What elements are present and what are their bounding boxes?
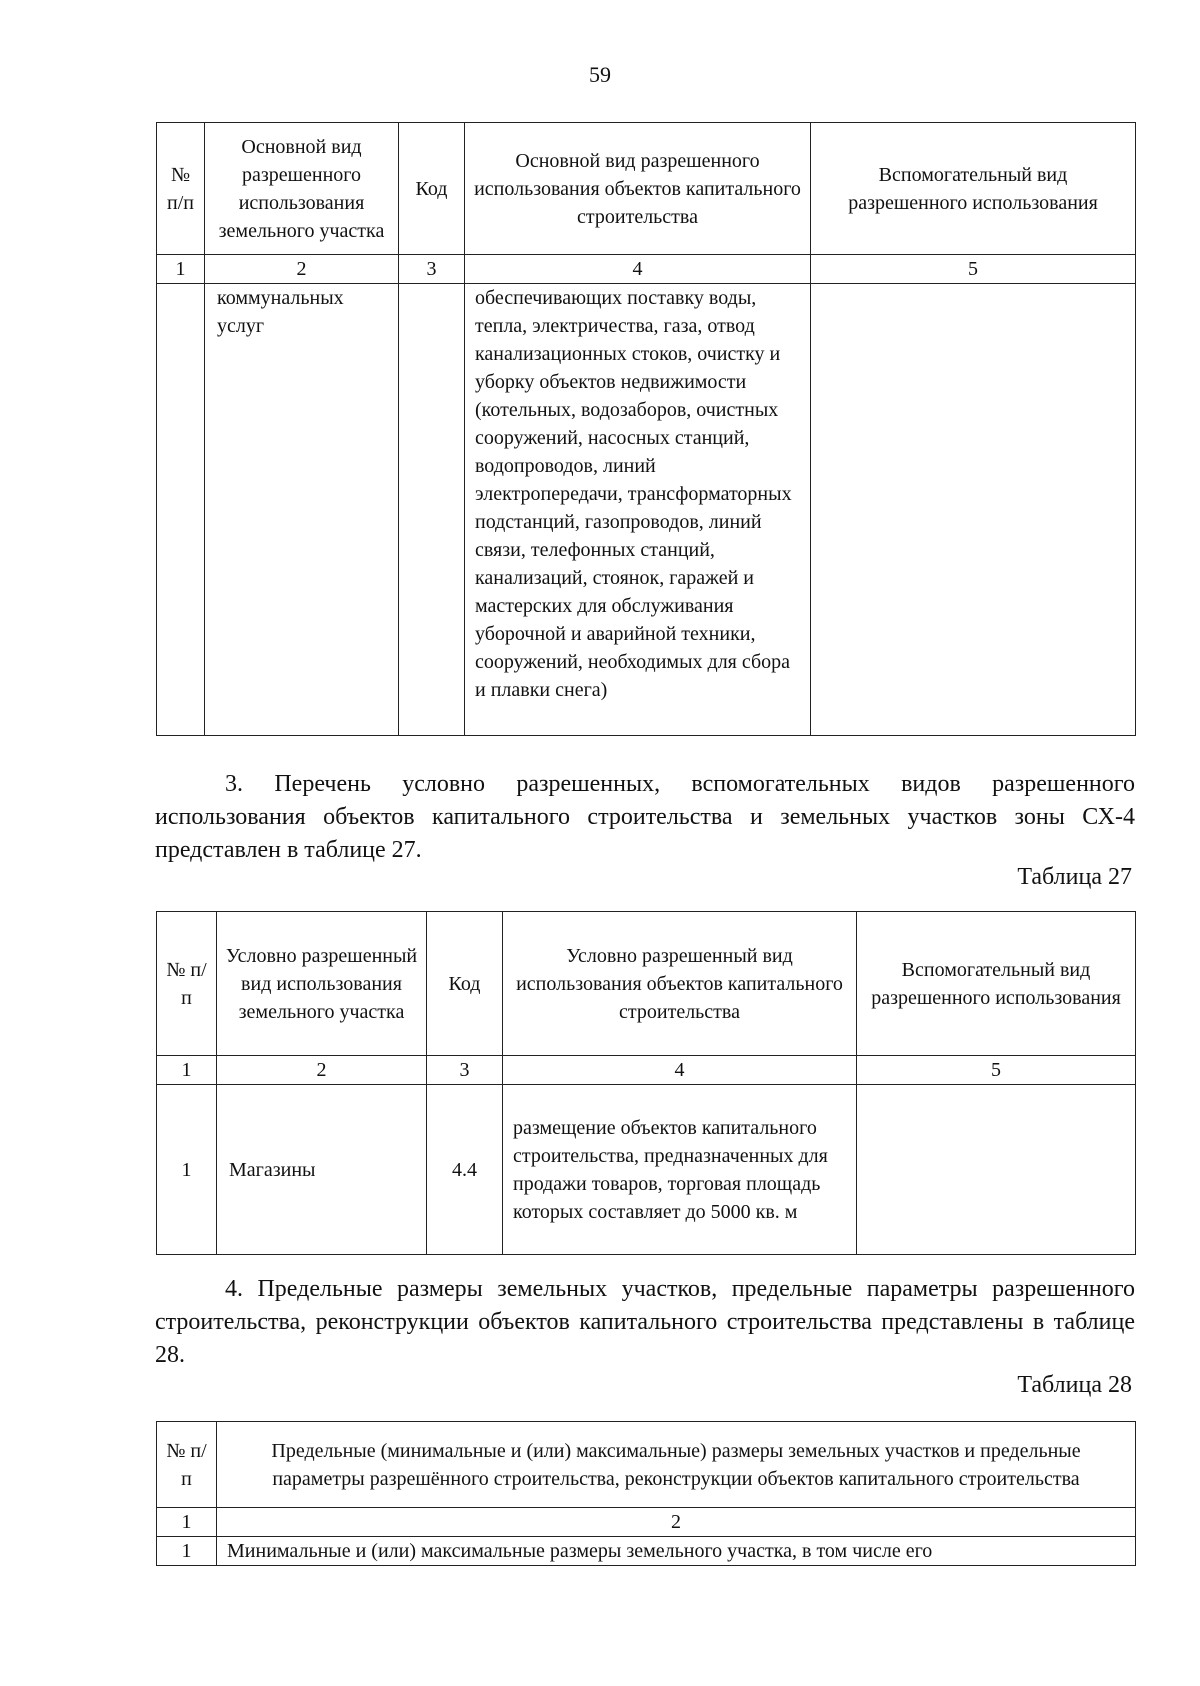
table-header-row — [157, 912, 1136, 1056]
column-number: 2 — [205, 255, 399, 284]
column-number-row — [157, 255, 1136, 284]
column-number: 1 — [157, 255, 205, 284]
header-cell: Код — [427, 912, 503, 1056]
column-number: 4 — [465, 255, 811, 284]
table-row — [157, 1537, 1136, 1566]
description-cell: обеспечивающих поставку воды, тепла, электричества, газа, отвод канализационных стоков, очистку и уборку объектов недвижимости (котельных, водозаборов, очистных сооружений, насосных станций, водопроводов, линий электропередачи, трансформаторных подстанций, газопроводов, линий связи, телефонных станций, канализаций, стоянок, гаражей и мастерских для обслуживания уборочной и аварийной техники, сооружений, необходимых для сбора и плавки снега) — [465, 284, 811, 736]
header-cell: Код — [399, 123, 465, 255]
paragraph-3 — [155, 768, 1135, 867]
table-main-uses — [156, 122, 1136, 736]
column-number: 5 — [811, 255, 1136, 284]
header-cell: Вспомогательный вид разрешенного использования — [857, 912, 1136, 1056]
header-cell: № п/п — [157, 912, 217, 1056]
paragraph-4-text: 4. Предельные размеры земельных участков, предельные параметры разрешенного строительства, реконструкции объектов капитального строительства представлены в таблице 28. — [155, 1276, 1135, 1368]
column-number: 1 — [157, 1508, 217, 1537]
table-28-caption: Таблица 28 — [1017, 1372, 1132, 1398]
description-cell: размещение объектов капитального строительства, предназначенных для продажи товаров, торговая площадь которых составляет до 5000 кв. м — [503, 1085, 857, 1255]
header-cell: Условно разрешенный вид использования земельного участка — [217, 912, 427, 1056]
table-28 — [156, 1421, 1136, 1566]
use-type-cell: Магазины — [217, 1085, 427, 1255]
header-cell: Условно разрешенный вид использования объектов капитального строительства — [503, 912, 857, 1056]
header-cell: Основной вид разрешенного использования земельного участка — [205, 123, 399, 255]
table-header-row — [157, 1422, 1136, 1508]
page-number: 59 — [589, 62, 611, 87]
row-number-cell: 1 — [157, 1085, 217, 1255]
table-27 — [156, 911, 1136, 1255]
paragraph-4 — [155, 1273, 1135, 1372]
auxiliary-cell — [811, 284, 1136, 736]
column-number: 2 — [217, 1508, 1136, 1537]
table-row — [157, 1085, 1136, 1255]
parameter-cell: Минимальные и (или) максимальные размеры земельного участка, в том числе его — [217, 1537, 1136, 1566]
header-cell: № п/п — [157, 123, 205, 255]
column-number-row — [157, 1056, 1136, 1085]
row-number-cell — [157, 284, 205, 736]
row-number-cell: 1 — [157, 1537, 217, 1566]
paragraph-3-text: 3. Перечень условно разрешенных, вспомогательных видов разрешенного использования объектов капитального строительства и земельных участков зоны СХ-4 представлен в таблице 27. — [155, 771, 1135, 863]
code-cell — [399, 284, 465, 736]
column-number: 1 — [157, 1056, 217, 1085]
header-cell: Предельные (минимальные и (или) максимальные) размеры земельных участков и предельные параметры разрешённого строительства, реконструкции объектов капитального строительства — [217, 1422, 1136, 1508]
use-type-cell: коммунальных услуг — [205, 284, 399, 736]
header-cell: № п/п — [157, 1422, 217, 1508]
auxiliary-cell — [857, 1085, 1136, 1255]
column-number: 5 — [857, 1056, 1136, 1085]
column-number: 2 — [217, 1056, 427, 1085]
column-number: 3 — [427, 1056, 503, 1085]
column-number: 3 — [399, 255, 465, 284]
column-number: 4 — [503, 1056, 857, 1085]
table-27-caption: Таблица 27 — [1017, 864, 1132, 890]
code-cell: 4.4 — [427, 1085, 503, 1255]
header-cell: Вспомогательный вид разрешенного использования — [811, 123, 1136, 255]
table-row — [157, 284, 1136, 736]
header-cell: Основной вид разрешенного использования объектов капитального строительства — [465, 123, 811, 255]
table-header-row — [157, 123, 1136, 255]
column-number-row — [157, 1508, 1136, 1537]
